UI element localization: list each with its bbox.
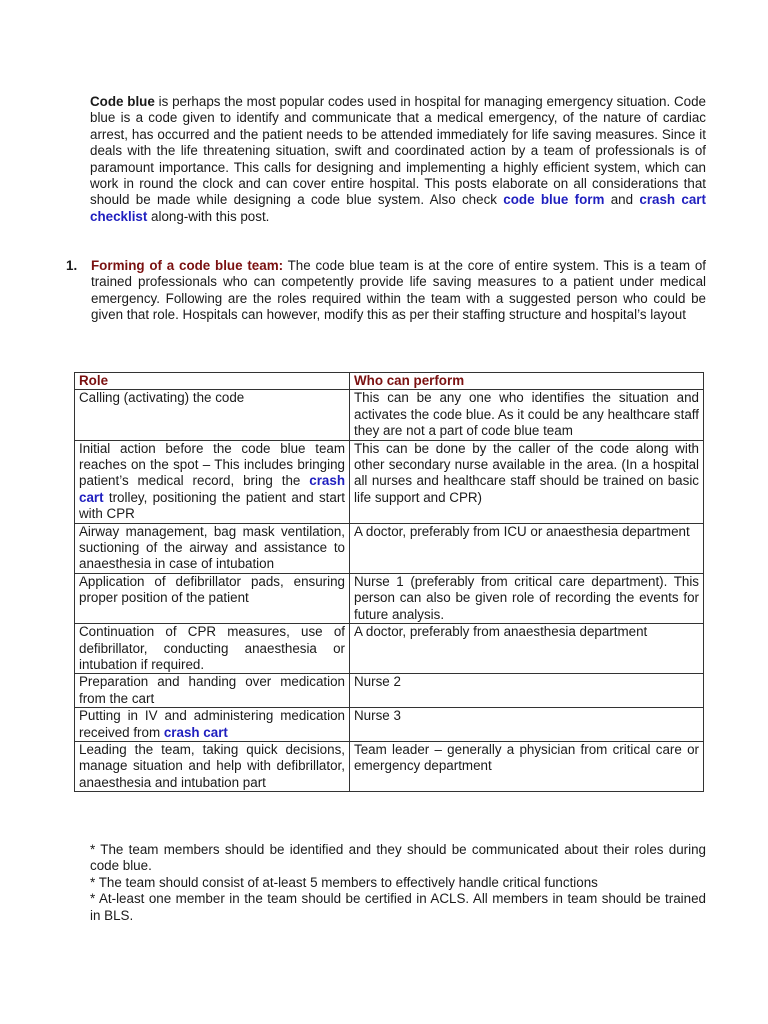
- who-cell: This can be done by the caller of the code along with other secondary nurse available in the area. (In a hospital all nurses and healthcare staff should be trained on basic life support and CPR): [350, 440, 704, 523]
- intro-text: is perhaps the most popular codes used in hospital for managing emergency situation. Code blue is a code given to identify and communicate that a medical emergency, of the nature of cardiac arrest, has occurred and the patient needs to be attended immediately for life saving measures. Since it deals with the life threatening situation, swift and coordinated action by a team of professionals is of paramount importance. This calls for designing and implementing a highly efficient system, which can work in round the clock and can cover entire hospital. This posts elaborate on all considerations that should be made while designing a code blue system. Also check: [90, 94, 706, 208]
- table-row: [75, 573, 704, 623]
- crash-cart-link[interactable]: crash cart: [79, 473, 345, 505]
- role-cell: [75, 708, 350, 742]
- roles-table: [74, 372, 704, 792]
- role-cell: Continuation of CPR measures, use of defibrillator, conducting anaesthesia or intubation if required.: [75, 624, 350, 674]
- notes-list: [90, 842, 706, 924]
- role-cell: Preparation and handing over medication from the cart: [75, 674, 350, 708]
- section-body: [91, 258, 706, 324]
- table-header-row: [75, 373, 704, 390]
- table-row: [75, 390, 704, 440]
- table-row: [75, 523, 704, 573]
- role-text: Initial action before the code blue team reaches on the spot – This includes bringing patient’s medical record, bring the: [79, 440, 345, 489]
- list-item: * The team members should be identified and they should be communicated about their roles during code blue.: [90, 842, 706, 874]
- section-number: 1.: [66, 258, 78, 273]
- table-row: [75, 708, 704, 742]
- role-text: Putting in IV and administering medication received from: [79, 708, 345, 740]
- list-item: * The team should consist of at-least 5 members to effectively handle critical functions: [90, 874, 598, 890]
- section-heading: Forming of a code blue team:: [91, 258, 284, 273]
- role-cell: [75, 440, 350, 523]
- role-cell: Airway management, bag mask ventilation, suctioning of the airway and assistance to anaesthesia in case of intubation: [75, 523, 350, 573]
- section-text: The code blue team is at the core of entire system. This is a team of trained professionals who can competently provide life saving measures to a patient under medical emergency. Following are the roles required within the team with a suggested person who could be given that role. Hospitals can however, modify this as per their staffing structure and hospital’s layout: [91, 258, 706, 323]
- table-row: [75, 440, 704, 523]
- intro-lead: Code blue: [90, 94, 155, 109]
- who-cell: A doctor, preferably from ICU or anaesthesia department: [350, 523, 704, 573]
- header-who: Who can perform: [350, 373, 704, 390]
- list-item: * At-least one member in the team should be certified in ACLS. All members in team should be trained in BLS.: [90, 891, 706, 923]
- who-cell: Nurse 2: [350, 674, 704, 708]
- who-cell: Team leader – generally a physician from critical care or emergency department: [350, 741, 704, 791]
- role-cell: Application of defibrillator pads, ensuring proper position of the patient: [75, 573, 350, 623]
- role-text: trolley, positioning the patient and start with CPR: [79, 489, 345, 522]
- code-blue-form-link[interactable]: code blue form: [503, 192, 605, 208]
- intro-paragraph: [90, 94, 706, 225]
- intro-text-2: and: [604, 192, 640, 208]
- who-cell: This can be any one who identifies the situation and activates the code blue. As it could be any healthcare staff they are not a part of code blue team: [350, 390, 704, 440]
- role-cell: Leading the team, taking quick decisions, manage situation and help with defibrillator, anaesthesia and intubation part: [75, 741, 350, 791]
- who-cell: A doctor, preferably from anaesthesia department: [350, 624, 704, 674]
- table-row: [75, 741, 704, 791]
- role-cell: Calling (activating) the code: [75, 390, 350, 440]
- intro-text-3: along-with this post.: [147, 208, 270, 224]
- section-1: [66, 258, 706, 324]
- who-cell: Nurse 3: [350, 708, 704, 742]
- crash-cart-link[interactable]: crash cart: [163, 724, 228, 740]
- table-row: [75, 624, 704, 674]
- table-row: [75, 674, 704, 708]
- crash-cart-checklist-link[interactable]: crash cart checklist: [90, 192, 706, 224]
- who-cell: Nurse 1 (preferably from critical care department). This person can also be given role of recording the events for future analysis.: [350, 573, 704, 623]
- header-role: Role: [75, 373, 350, 390]
